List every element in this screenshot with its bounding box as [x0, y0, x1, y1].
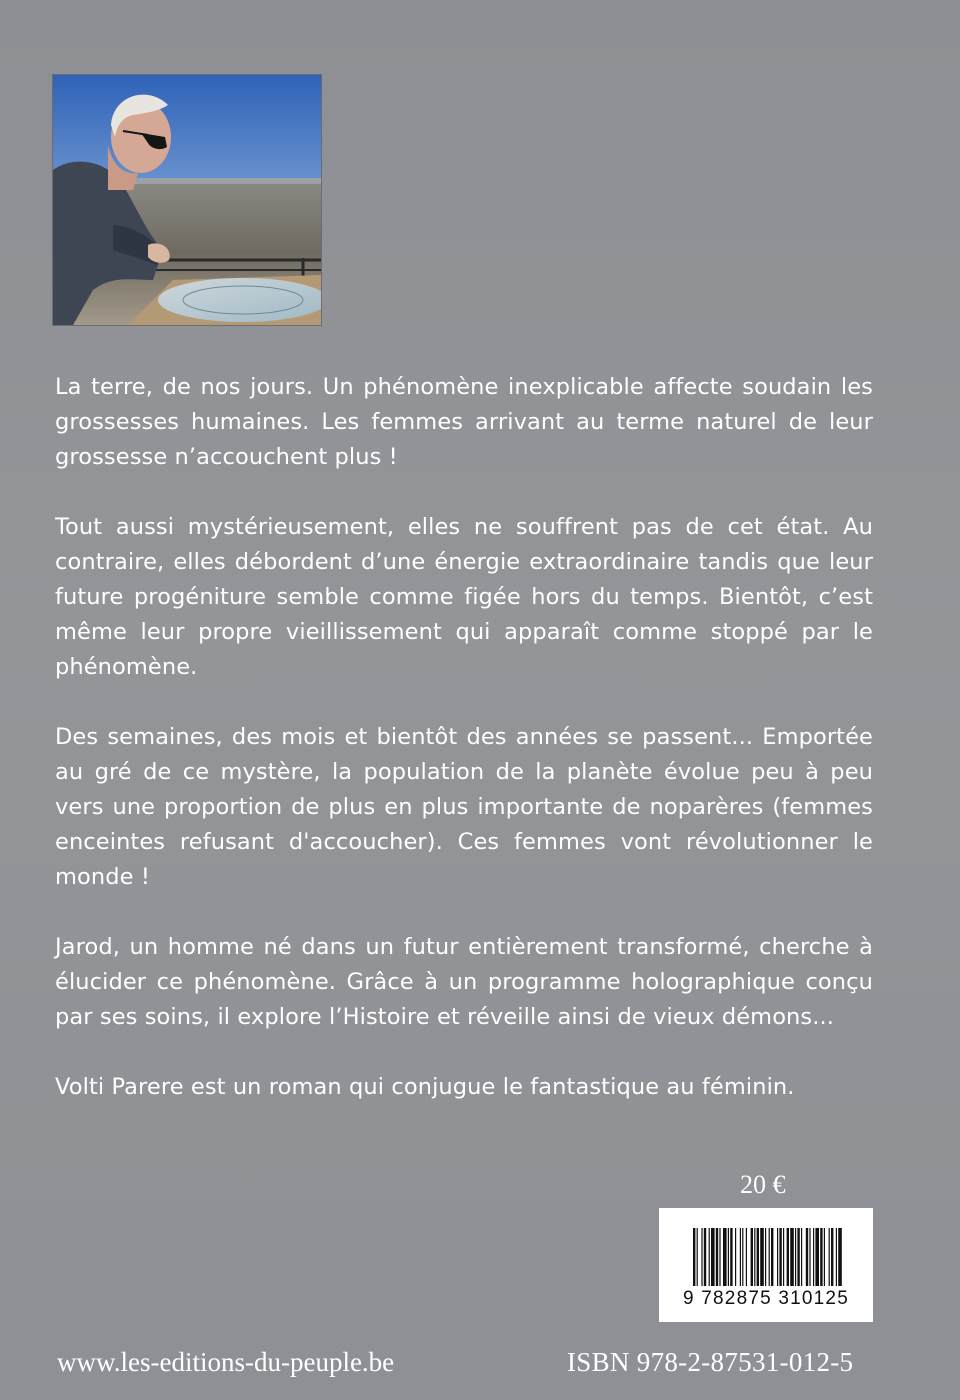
barcode-bar	[801, 1228, 802, 1286]
barcode-bar	[735, 1228, 736, 1286]
barcode-bar	[820, 1228, 822, 1286]
barcode-bar	[704, 1228, 706, 1286]
barcode-bar	[697, 1228, 698, 1286]
barcode-bar	[824, 1228, 825, 1286]
barcode-bar	[829, 1228, 830, 1286]
barcode-bar	[806, 1228, 808, 1286]
barcode-number: 9 782875 310125	[683, 1288, 849, 1309]
blurb-paragraph-2: Tout aussi mystérieusement, elles ne souffrent pas de cet état. Au contraire, elles débordent d’une énergie extraordinaire tandis que leur future progéniture semble comme figée hors du temps. Bientôt, c’est même leur propre vieillissement qui apparaît comme stoppé par le phénomène.	[55, 514, 873, 680]
barcode-bar	[783, 1228, 784, 1286]
barcode-bar	[795, 1228, 796, 1286]
barcode-bar	[701, 1228, 702, 1286]
barcode-bar	[711, 1228, 715, 1286]
barcode-bar	[709, 1228, 710, 1286]
barcode-bar	[813, 1228, 814, 1286]
barcode-bar	[730, 1228, 732, 1286]
barcode-bar	[836, 1228, 837, 1286]
barcode-bar	[769, 1228, 770, 1286]
blurb-paragraph-4: Jarod, un homme né dans un futur entièrement transformé, cherche à élucider ce phénomène. Grâce à un programme holographique conçu par ses soins, il explore l’Histoire et réveille ainsi de vieux démons...	[55, 934, 873, 1030]
barcode-bar	[787, 1228, 789, 1286]
barcode-bar	[765, 1228, 766, 1286]
barcode-bar	[797, 1228, 799, 1286]
barcode-bar	[815, 1228, 819, 1286]
barcode-bar	[742, 1228, 743, 1286]
isbn: ISBN 978-2-87531-012-5	[567, 1347, 854, 1377]
barcode-bar	[838, 1228, 842, 1286]
barcode-bar	[757, 1228, 759, 1286]
barcode-bar	[719, 1228, 720, 1286]
barcode-bar	[777, 1228, 778, 1286]
barcode-bar	[723, 1228, 727, 1286]
price: 20 €	[740, 1170, 786, 1199]
barcode-bar	[790, 1228, 794, 1286]
barcode-bar	[831, 1228, 833, 1286]
blurb-paragraph-5: Volti Parere est un roman qui conjugue le fantastique au féminin.	[55, 1074, 795, 1100]
barcode-bar	[760, 1228, 764, 1286]
barcode-bar	[716, 1228, 718, 1286]
barcode-bar	[779, 1228, 781, 1286]
barcode-bar	[771, 1228, 773, 1286]
barcode-bar	[740, 1228, 741, 1286]
book-blurb	[55, 370, 873, 1105]
blurb-paragraph-1: La terre, de nos jours. Un phénomène inexplicable affecte soudain les grossesses humaines. Les femmes arrivant au terme naturel de leur grossesse n’accouchent plus !	[55, 374, 873, 470]
blurb-paragraph-3: Des semaines, des mois et bientôt des années se passent... Emportée au gré de ce mystère, la population de la planète évolue peu à peu vers une proportion de plus en plus importante de noparères (femmes enceintes refusant d'accoucher). Ces femmes vont révolutionner le monde !	[55, 724, 873, 890]
barcode-bar	[728, 1228, 729, 1286]
barcode-bar	[751, 1228, 753, 1286]
barcode-bar	[809, 1228, 810, 1286]
barcode-bar	[754, 1228, 755, 1286]
author-photo	[53, 75, 321, 325]
barcode-bar	[693, 1228, 695, 1286]
barcode-bar	[746, 1228, 747, 1286]
publisher-website: www.les-editions-du-peuple.be	[57, 1347, 395, 1377]
barcode	[659, 1208, 873, 1322]
